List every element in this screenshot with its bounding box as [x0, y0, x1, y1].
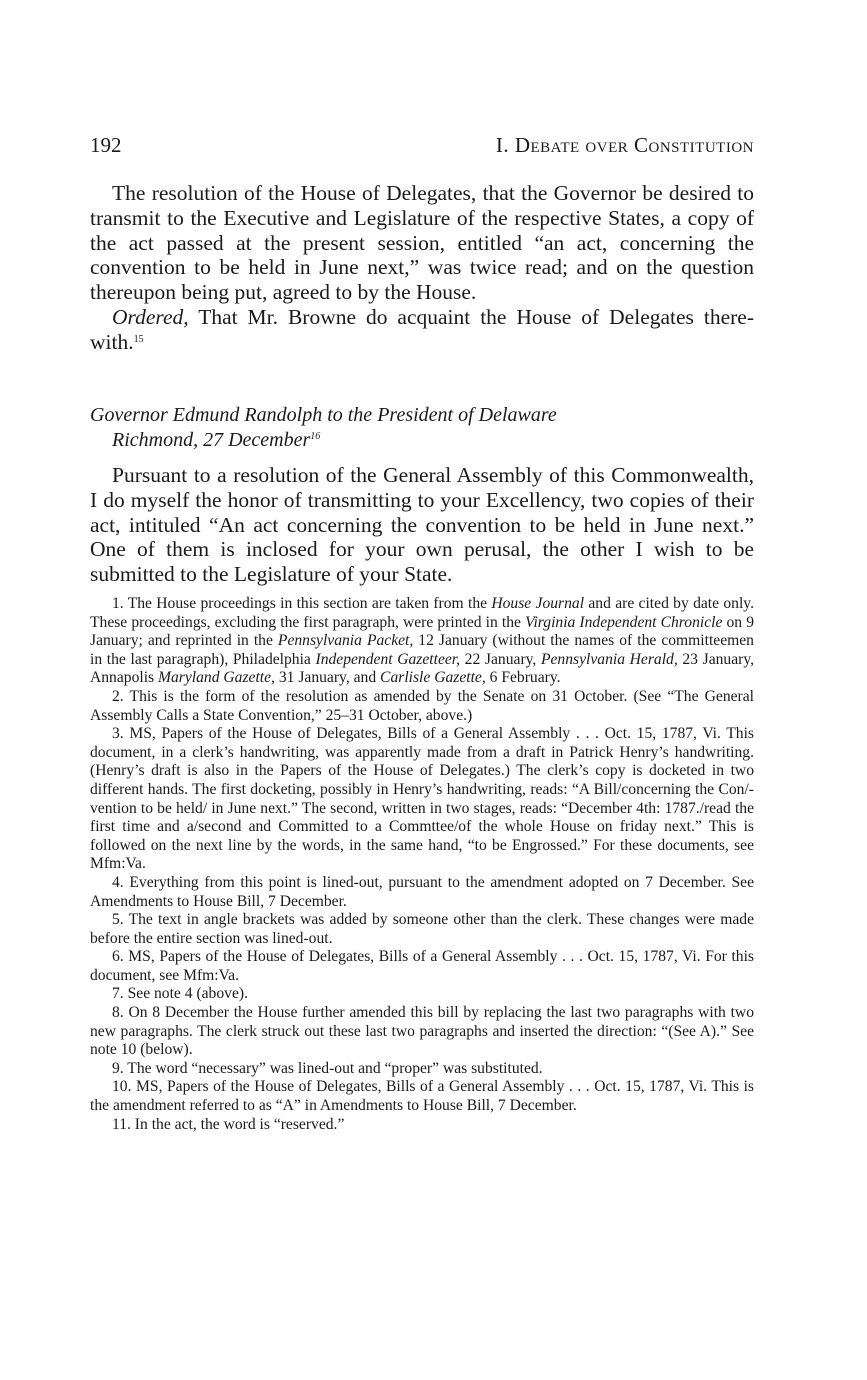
- footnote-11: 11. In the act, the word is “reserved.”: [112, 1115, 345, 1133]
- footnote-ref: 16: [310, 431, 321, 442]
- letter-title: Governor Edmund Randolph to the President of Delaware: [90, 404, 557, 426]
- dateline-text: Richmond, 27 December: [112, 429, 311, 451]
- footnote-3: 3. MS, Papers of the House of Delegates, Bills of a General Assembly . . . Oct. 15, 1787, Vi. This document, in a clerk’s handwriting, was apparently made from a draft in Patrick Henry’s handwriting. (Henry’s draft is also in the Papers of the House of Delegates.) The clerk’s copy is docketed in two different hands. The first docketing, possibly in Henry’s handwriting, reads: “A Bill/concerning the Con/-vention to be held/ in June next.” The second, written in two stages, reads: “December 4th: 1787./read the first time and a/second and Committed to a Commttee/of the whole House on friday next.” This is followed on the next line by the words, in the same hand, “to be Engrossed.” For these documents, see Mfm:Va.: [90, 725, 754, 873]
- proceedings-section: [90, 181, 754, 355]
- ordered-text: That Mr. Browne do acquaint the House of Delegates therewith.: [90, 304, 754, 354]
- footnote-8: 8. On 8 December the House further amended this bill by replacing the last two paragraphs with two new paragraphs. The clerk struck out these last two paragraphs and inserted the direction: “(See A).” See note 10 (below).: [90, 1004, 754, 1059]
- footnotes: [90, 595, 754, 1134]
- ordered-paragraph: [90, 305, 754, 355]
- letter-paragraph: Pursuant to a resolution of the General Assembly of this Commonwealth, I do myself the honor of transmitting to your Excellency, two copies of their act, intituled “An act concerning the convention to be held in June next.” One of them is inclosed for your own perusal, the other I wish to be submitted to the Legislature of your State.: [90, 463, 754, 587]
- footnote-2: 2. This is the form of the resolution as amended by the Senate on 31 October. (See “The General Assembly Calls a State Convention,” 25–31 October, above.): [90, 687, 754, 724]
- letter-dateline: [90, 428, 754, 453]
- ordered-label: Ordered,: [112, 304, 189, 329]
- footnote-9: 9. The word “necessary” was lined-out and “proper” was substituted.: [112, 1059, 543, 1077]
- footnote-5: 5. The text in angle brackets was added by someone other than the clerk. These changes were made before the entire section was lined-out.: [90, 911, 754, 947]
- footnote-4: 4. Everything from this point is lined-out, pursuant to the amendment adopted on 7 December. See Amendments to House Bill, 7 December.: [90, 873, 754, 910]
- footnote-7: 7. See note 4 (above).: [112, 985, 248, 1003]
- letter-body: [90, 463, 754, 587]
- footnote-10: 10. MS, Papers of the House of Delegates, Bills of a General Assembly . . . Oct. 15, 1787, Vi. This is the amendment referred to as “A” in Amendments to House Bill, 7 December.: [90, 1078, 754, 1115]
- running-head: I. Debate over Constitution: [495, 133, 754, 157]
- page-header: [90, 133, 754, 158]
- letter-heading: [90, 403, 754, 453]
- footnote-1: 1. The House proceedings in this section are taken from the House Journal and are cited by date only. These proceedings, excluding the first paragraph, were printed in the Virginia Independent Chronicle on 9 January; and reprinted in the Pennsylvania Packet, 12 January (without the names of the committeemen in the last paragraph), Philadelphia Independent Gazetteer, 22 January, Pennsylvania Herald, 23 January, Annapolis Maryland Gazette, 31 January, and Carlisle Gazette, 6 February.: [90, 595, 755, 687]
- footnote-6: 6. MS, Papers of the House of Delegates, Bills of a General Assembly . . . Oct. 15, 1787, Vi. For this document, see Mfm:Va.: [90, 948, 754, 984]
- footnote-ref: 15: [133, 333, 144, 345]
- page-number: 192: [90, 133, 122, 157]
- resolution-paragraph: The resolution of the House of Delegates, that the Governor be desired to transmit to the Executive and Legislature of the respective States, a copy of the act passed at the present session, entitled “an act, concerning the convention to be held in June next,” was twice read; and on the question thereupon being put, agreed to by the House.: [90, 181, 754, 305]
